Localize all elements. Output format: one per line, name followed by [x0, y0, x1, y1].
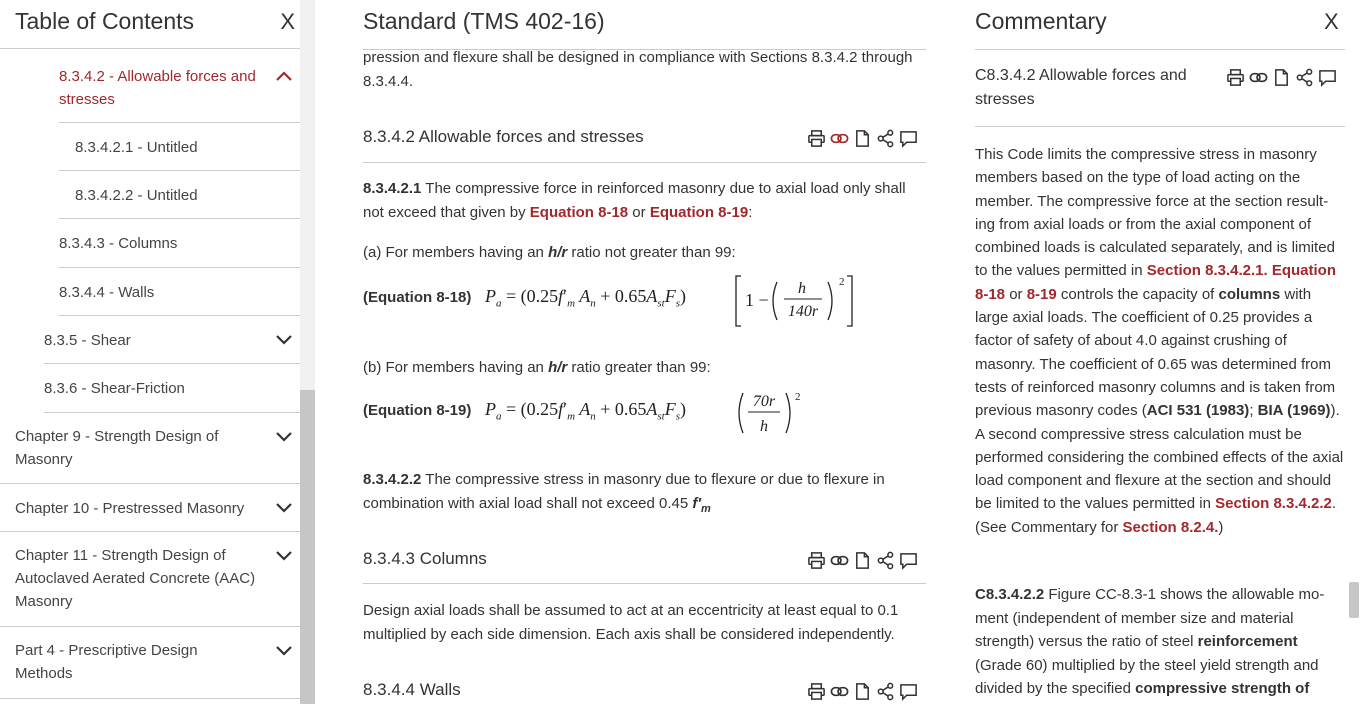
section-title-8-3-4-3: 8.3.4.3 Columns [363, 549, 487, 568]
commentary-close-button[interactable]: X [1324, 9, 1339, 34]
fm-symbol: $f'_m$ [692, 495, 711, 515]
divider [975, 49, 1345, 50]
print-icon[interactable] [807, 129, 826, 148]
share-icon[interactable] [876, 551, 895, 570]
section-8-3-4-2-1-link[interactable]: Section 8.3.4.2.1 [1146, 262, 1264, 280]
standard-panel [330, 0, 950, 704]
toc-item-label: Chapter 10 - Prestressed Masonry [15, 500, 245, 517]
link-icon[interactable] [830, 682, 849, 701]
paragraph-text: : [748, 204, 753, 221]
commentary-panel [958, 0, 1368, 704]
condition-a [363, 241, 736, 265]
toc-item-label: 8.3.4.2.1 - Untitled [75, 139, 198, 156]
divider [975, 126, 1345, 127]
paragraph-8-3-4-2-1 [363, 177, 929, 225]
equation-formula: $P_a = (0.25f'_m$ $A_n + 0.65A_{st}F_s$) [485, 399, 687, 423]
chevron-up-icon[interactable] [274, 66, 294, 86]
commentary-section-title: C8.3.4.2 Allowable forces and stresses [975, 67, 1187, 108]
toc-item-label: Chapter 11 - Strength Design of Autoclaved Aerated Concrete (AAC) Masonry [15, 547, 256, 610]
paragraph-text: or [628, 204, 650, 221]
section-toolbar [1226, 68, 1337, 87]
toc-item-chapter-11[interactable] [0, 531, 300, 627]
commentary-reference: ACI 531 (1983) [1146, 402, 1250, 420]
commentary-term: columns [1218, 285, 1281, 303]
equation-8-18 [363, 272, 923, 332]
share-icon[interactable] [876, 682, 895, 701]
intro-text: pression and flexure shall be designed in compliance with Sections 8.3.4.2 through 8.3.4.4. [363, 49, 913, 90]
paragraph-text: The compressive stress in masonry due to flexure or due to flexure in combination with axial load shall not exceed 0.45 [363, 471, 885, 512]
svg-text:1 −: 1 − [745, 290, 769, 310]
toc-item-8-3-4-4[interactable] [59, 267, 300, 316]
paragraph-8-3-4-2-2 [363, 468, 923, 521]
chevron-down-icon[interactable] [274, 545, 294, 565]
toc-item-label: 8.3.4.4 - Walls [59, 284, 155, 301]
commentary-text: . (See Commentary for [975, 495, 1337, 536]
toc-item-label: 8.3.5 - Shear [44, 332, 131, 349]
document-icon[interactable] [853, 551, 872, 570]
commentary-text: ) [1218, 518, 1224, 536]
divider [363, 162, 926, 163]
toc-item-label: 8.3.6 - Shear-Friction [44, 380, 185, 397]
toc-item-label: 8.3.4.3 - Columns [59, 235, 178, 252]
commentary-text: . [1263, 262, 1272, 280]
commentary-term: reinforcement [1197, 633, 1298, 651]
section-toolbar [807, 682, 918, 701]
toc-close-button[interactable]: X [280, 9, 295, 34]
commentary-paragraph-2 [975, 583, 1347, 701]
commentary-scrollbar-thumb[interactable] [1349, 582, 1359, 618]
commentary-text: ; [1249, 402, 1258, 420]
section-toolbar [807, 129, 918, 148]
condition-text: ratio not greater than 99: [567, 244, 736, 261]
svg-text:2: 2 [839, 276, 845, 288]
comment-icon[interactable] [899, 682, 918, 701]
condition-text: (b) For members having an [363, 359, 549, 376]
equation-formula: $P_a = (0.25f'_m$ $A_n + 0.65A_{st}F_s$) [485, 286, 687, 310]
equation-8-19-link[interactable]: 8-19 [1026, 285, 1057, 303]
equation-bracket-term [733, 272, 873, 330]
comment-icon[interactable] [899, 551, 918, 570]
commentary-title: Commentary [975, 8, 1107, 34]
toc-item-label: 8.3.4.2 - Allowable forces and stresses [59, 68, 256, 108]
share-icon[interactable] [1295, 68, 1314, 87]
condition-text: ratio greater than 99: [567, 359, 711, 376]
toc-item-label: 8.3.4.2.2 - Untitled [75, 187, 198, 204]
chevron-down-icon[interactable] [274, 640, 294, 660]
link-icon[interactable] [830, 551, 849, 570]
equation-8-19-link[interactable]: Equation 8-19 [649, 204, 749, 221]
commentary-text: or [1005, 285, 1027, 303]
equation-8-19 [363, 385, 923, 441]
condition-text: (a) For members having an [363, 244, 549, 261]
equation-8-18-link[interactable]: Equation 8-18 [975, 262, 1337, 303]
section-title-8-3-4-4: 8.3.4.4 Walls [363, 680, 461, 699]
toc-item-chapter-10[interactable] [0, 483, 300, 532]
print-icon[interactable] [807, 551, 826, 570]
commentary-text: (Grade 60) multiplied by the steel yield strength and divided by the specified [975, 656, 1319, 698]
commentary-term: compressive strength of [1135, 680, 1310, 698]
print-icon[interactable] [1226, 68, 1245, 87]
section-8-3-4-2-2-link[interactable]: Section 8.3.4.2.2 [1215, 495, 1332, 513]
paragraph-8-3-4-3: Design axial loads shall be assumed to act at an eccentricity at least equal to 0.1 multiplied by each side dimension. Each axis shall be considered independently. [363, 602, 899, 643]
hr-ratio: h/r [548, 359, 568, 376]
commentary-reference: BIA (1969) [1257, 402, 1331, 420]
comment-icon[interactable] [1318, 68, 1337, 87]
chevron-down-icon[interactable] [274, 329, 294, 349]
toc-item-label: Part 4 - Prescriptive Design Methods [15, 642, 198, 682]
toc-title: Table of Contents [15, 8, 195, 34]
comment-icon[interactable] [899, 129, 918, 148]
toc-item-8-3-5[interactable] [44, 315, 300, 364]
section-toolbar [807, 551, 918, 570]
commentary-text: ). A second compressive stress calculation must be performed considering the combined effects of the axial load component and flexure at the section and should be limited to the values permitted in [975, 402, 1344, 513]
toc-header [0, 0, 305, 49]
toc-item-part-4[interactable] [0, 626, 300, 699]
toc-item-8-3-4-2-1[interactable] [59, 122, 300, 171]
section-8-2-4-link[interactable]: Section 8.2.4. [1122, 518, 1219, 536]
paragraph-number: C8.3.4.2.2 [975, 586, 1045, 603]
link-icon[interactable] [1249, 68, 1268, 87]
share-icon[interactable] [876, 129, 895, 148]
toc-item-8-3-6[interactable] [44, 363, 300, 413]
commentary-text: Figure CC-8.3-1 shows the allowable mo-ment (independent of member size and material strength) versus the ratio of steel [975, 586, 1325, 651]
chevron-down-icon[interactable] [274, 497, 294, 517]
document-icon[interactable] [1272, 68, 1291, 87]
paragraph-text: The compressive force in reinforced masonry due to axial load only shall not exceed that given by [363, 180, 906, 221]
svg-text:h: h [798, 280, 806, 297]
print-icon[interactable] [807, 682, 826, 701]
commentary-paragraph-1 [975, 143, 1347, 539]
document-icon[interactable] [853, 129, 872, 148]
toc-item-8-3-4-3[interactable] [59, 218, 300, 268]
equation-fraction-term [733, 385, 813, 441]
toc-panel [0, 0, 315, 704]
toc-item-8-3-4-2[interactable] [59, 52, 300, 123]
equation-label: (Equation 8-19) [363, 402, 472, 419]
equation-label: (Equation 8-18) [363, 289, 472, 306]
chevron-down-icon[interactable] [274, 426, 294, 446]
toc-item-chapter-9[interactable] [0, 412, 300, 484]
section-title-8-3-4-2: 8.3.4.2 Allowable forces and stresses [363, 127, 644, 146]
equation-8-18-link[interactable]: Equation 8-18 [529, 204, 629, 221]
document-icon[interactable] [853, 682, 872, 701]
link-icon[interactable] [830, 129, 849, 148]
paragraph-number: 8.3.4.2.2 [363, 471, 422, 488]
paragraph-number: 8.3.4.2.1 [363, 180, 422, 197]
commentary-text: controls the capacity of [1056, 285, 1219, 303]
hr-ratio: h/r [548, 244, 568, 261]
toc-scrollbar-thumb[interactable] [300, 390, 315, 704]
svg-text:2: 2 [795, 391, 801, 403]
standard-title: Standard (TMS 402-16) [363, 8, 605, 34]
svg-text:70r: 70r [752, 393, 776, 410]
condition-b [363, 356, 711, 380]
commentary-text: with large axial loads. The coefficient of 0.25 provides a factor of safety of about 4.0 against crushing of masonry. The coefficient of 0.65 was determined from tests of reinforced masonry columns and is taken from previous masonry codes ( [975, 285, 1336, 420]
toc-item-label: Chapter 9 - Strength Design of Masonry [15, 428, 219, 468]
svg-text:h: h [760, 418, 768, 435]
svg-text:140r: 140r [787, 303, 819, 320]
commentary-text: This Code limits the compressive stress in masonry members based on the type of load acting on the member. The compressive force at the section result-ing from axial loads or from the axial component of combined loads is calculated separately, and is limited to the values permitted in [975, 146, 1335, 280]
divider [363, 583, 926, 584]
toc-item-8-3-4-2-2[interactable] [59, 170, 300, 219]
